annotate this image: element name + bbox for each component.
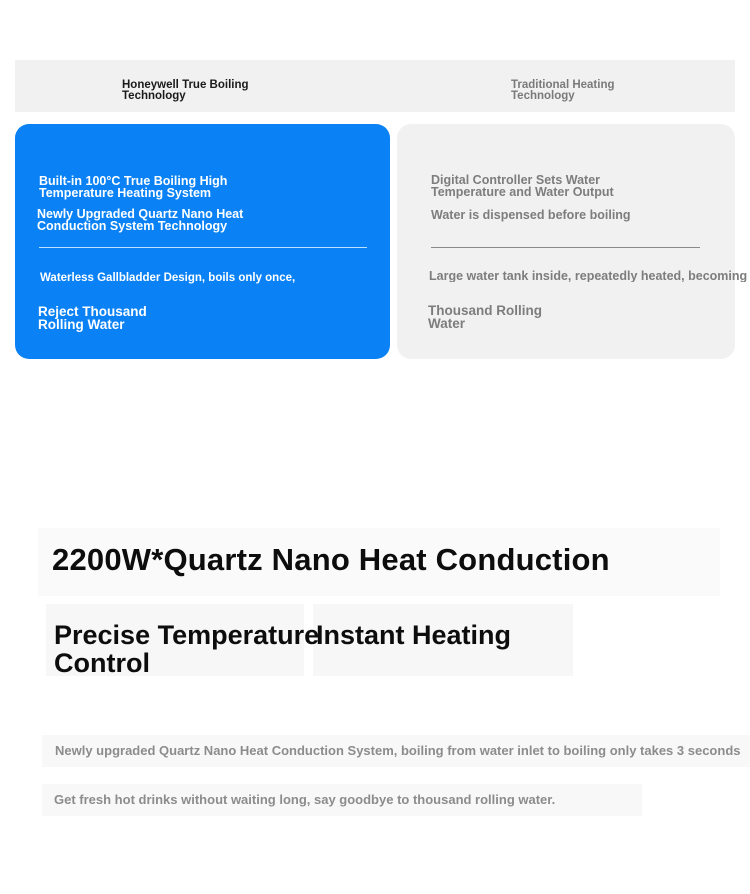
honeywell-feature-boiling: Built-in 100°C True Boiling High Temperature Heating System <box>39 174 228 200</box>
description-line-1: Newly upgraded Quartz Nano Heat Conduction System, boiling from water inlet to boiling only takes 3 seconds <box>55 743 741 758</box>
traditional-feature-tank: Large water tank inside, repeatedly heated, becoming <box>429 270 748 282</box>
main-title: 2200W*Quartz Nano Heat Conduction <box>52 542 610 577</box>
honeywell-feature-reject: Reject Thousand Rolling Water <box>38 304 147 332</box>
subtitle-precise-control: Precise Temperature Control <box>54 620 320 678</box>
subtitle-instant-heating: Instant Heating <box>316 620 512 650</box>
traditional-feature-rolling: Thousand Rolling Water <box>428 303 542 331</box>
description-line-2: Get fresh hot drinks without waiting long, say goodbye to thousand rolling water. <box>54 792 556 807</box>
honeywell-feature-waterless: Waterless Gallbladder Design, boils only once, <box>40 272 296 284</box>
honeywell-column-label: Honeywell True Boiling Technology <box>122 79 249 102</box>
honeywell-feature-quartz: Newly Upgraded Quartz Nano Heat Conduction System Technology <box>37 207 244 233</box>
traditional-column-label: Traditional Heating Technology <box>511 79 615 102</box>
traditional-feature-controller: Digital Controller Sets Water Temperature and Water Output <box>431 173 614 199</box>
traditional-card-divider <box>431 247 700 248</box>
traditional-feature-dispense: Water is dispensed before boiling <box>431 208 631 222</box>
honeywell-card-divider <box>39 247 367 248</box>
